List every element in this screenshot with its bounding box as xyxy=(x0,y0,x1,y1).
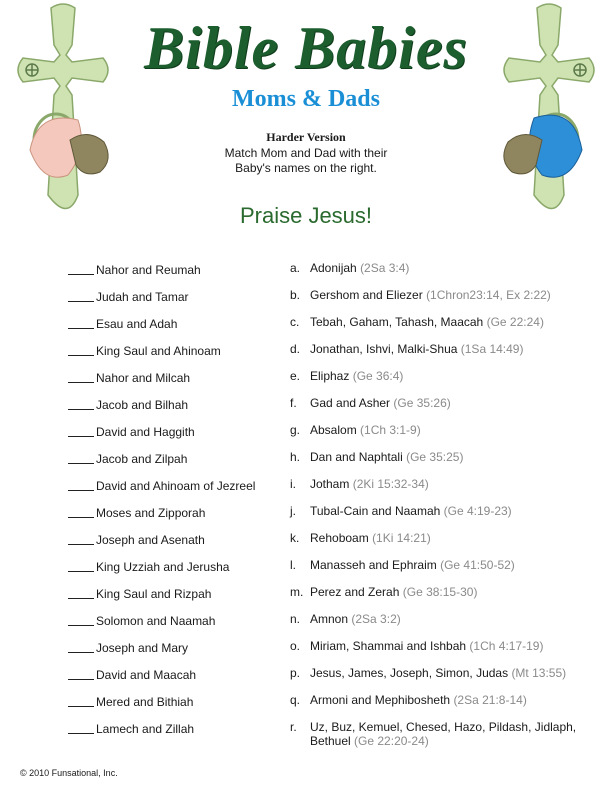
child-names: Uz, Buz, Kemuel, Chesed, Hazo, Pildash, Jidlaph, Bethuel xyxy=(310,720,577,748)
parent-item xyxy=(68,479,255,506)
answer-blank[interactable] xyxy=(68,506,94,518)
scripture-reference: (1Sa 14:49) xyxy=(460,342,524,356)
parent-label: David and Maacah xyxy=(96,668,197,682)
parent-item xyxy=(68,317,255,344)
item-letter: o. xyxy=(290,639,301,653)
child-names: Gad and Asher xyxy=(310,396,391,410)
child-text xyxy=(310,612,401,626)
child-item xyxy=(290,504,590,531)
child-names: Absalom xyxy=(310,423,357,437)
item-letter: i. xyxy=(290,477,296,491)
tagline: Praise Jesus! xyxy=(239,203,373,228)
copyright: © 2010 Funsational, Inc. xyxy=(20,768,118,778)
scripture-reference: (2Ki 15:32-34) xyxy=(352,477,429,491)
child-text xyxy=(310,666,566,680)
child-names: Gershom and Eliezer xyxy=(310,288,423,302)
item-letter: p. xyxy=(290,666,301,680)
scripture-reference: (Ge 22:20-24) xyxy=(354,734,429,748)
scripture-reference: (Ge 41:50-52) xyxy=(440,558,515,572)
parent-label: Joseph and Asenath xyxy=(96,533,205,547)
scripture-reference: (Ge 38:15-30) xyxy=(402,585,478,599)
parent-item xyxy=(68,263,255,290)
parent-label: Jacob and Bilhah xyxy=(96,398,189,412)
child-item xyxy=(290,531,590,558)
child-text xyxy=(310,477,429,491)
child-names: Amnon xyxy=(310,612,349,626)
item-letter: k. xyxy=(290,531,300,545)
child-item xyxy=(290,315,590,342)
child-item xyxy=(290,450,590,477)
child-item xyxy=(290,477,590,504)
child-text xyxy=(310,504,512,518)
parent-label: Jacob and Zilpah xyxy=(96,452,188,466)
parent-item xyxy=(68,506,255,533)
parent-label: David and Ahinoam of Jezreel xyxy=(96,479,256,493)
item-letter: a. xyxy=(290,261,301,275)
parent-label: King Saul and Rizpah xyxy=(96,587,212,601)
scripture-reference: (Ge 35:25) xyxy=(406,450,464,464)
child-item xyxy=(290,261,590,288)
child-names: Rehoboam xyxy=(310,531,369,545)
child-item xyxy=(290,342,590,369)
page-subtitle: Moms & Dads xyxy=(232,86,380,112)
parent-item xyxy=(68,722,255,749)
child-names: Adonijah xyxy=(310,261,357,275)
parent-label: Lamech and Zillah xyxy=(96,722,195,736)
item-letter: d. xyxy=(290,342,301,356)
item-letter: l. xyxy=(290,558,296,572)
child-text xyxy=(310,261,409,275)
parent-item xyxy=(68,344,255,371)
child-names: Miriam, Shammai and Ishbah xyxy=(310,639,467,653)
parent-label: Moses and Zipporah xyxy=(96,506,206,520)
child-text xyxy=(310,450,463,464)
child-text xyxy=(310,396,451,410)
page-title: Bible Babies xyxy=(144,15,468,81)
scripture-reference: (Ge 35:26) xyxy=(393,396,451,410)
item-letter: g. xyxy=(290,423,301,437)
child-item xyxy=(290,612,590,639)
item-letter: j. xyxy=(290,504,296,518)
version-label: Harder Version xyxy=(266,130,346,144)
child-item xyxy=(290,720,590,760)
child-item xyxy=(290,693,590,720)
parent-item xyxy=(68,641,255,668)
child-names: Eliphaz xyxy=(310,369,350,383)
answer-blank[interactable] xyxy=(68,290,94,302)
item-letter: f. xyxy=(290,396,297,410)
answer-blank[interactable] xyxy=(68,533,94,545)
parent-item xyxy=(68,452,255,479)
child-text xyxy=(310,585,477,599)
parent-item xyxy=(68,371,255,398)
child-names: Tubal-Cain and Naamah xyxy=(310,504,441,518)
child-item xyxy=(290,423,590,450)
parent-label: King Uzziah and Jerusha xyxy=(96,560,230,574)
answer-blank[interactable] xyxy=(68,641,94,653)
parent-item xyxy=(68,695,255,722)
item-letter: e. xyxy=(290,369,301,383)
scripture-reference: (Mt 13:55) xyxy=(511,666,567,680)
parent-label: Mered and Bithiah xyxy=(96,695,194,709)
item-letter: m. xyxy=(290,585,304,599)
answer-blank[interactable] xyxy=(68,452,94,464)
scripture-reference: (1Ki 14:21) xyxy=(372,531,431,545)
scripture-reference: (2Sa 3:4) xyxy=(360,261,410,275)
parent-item xyxy=(68,587,255,614)
child-text xyxy=(310,558,515,572)
answer-blank[interactable] xyxy=(68,587,94,599)
answer-blank[interactable] xyxy=(68,398,94,410)
children-list xyxy=(290,261,590,760)
parent-label: King Saul and Ahinoam xyxy=(96,344,221,358)
parent-item xyxy=(68,425,255,452)
child-item xyxy=(290,369,590,396)
scripture-reference: (Ge 4:19-23) xyxy=(443,504,512,518)
child-text xyxy=(310,315,544,329)
child-names: Tebah, Gaham, Tahash, Maacah xyxy=(310,315,484,329)
child-text xyxy=(310,288,551,302)
answer-blank[interactable] xyxy=(68,263,94,275)
answer-blank[interactable] xyxy=(68,695,94,707)
child-item xyxy=(290,396,590,423)
item-letter: b. xyxy=(290,288,301,302)
child-names: Armoni and Mephibosheth xyxy=(310,693,451,707)
scripture-reference: (2Sa 21:8-14) xyxy=(453,693,527,707)
parent-label: Joseph and Mary xyxy=(96,641,189,655)
answer-blank[interactable] xyxy=(68,614,94,626)
answer-blank[interactable] xyxy=(68,668,94,680)
parent-label: Judah and Tamar xyxy=(96,290,189,304)
child-text xyxy=(310,639,543,653)
item-letter: r. xyxy=(290,720,297,734)
child-item xyxy=(290,288,590,315)
instructions: Match Mom and Dad with their Baby's names on the right. xyxy=(224,146,388,175)
child-item xyxy=(290,585,590,612)
answer-blank[interactable] xyxy=(68,479,94,491)
answer-blank[interactable] xyxy=(68,722,94,734)
child-item xyxy=(290,666,590,693)
item-letter: c. xyxy=(290,315,300,329)
child-text xyxy=(310,693,527,707)
answer-blank[interactable] xyxy=(68,560,94,572)
parent-label: Nahor and Milcah xyxy=(96,371,191,385)
child-names: Manasseh and Ephraim xyxy=(310,558,437,572)
child-names: Jonathan, Ishvi, Malki-Shua xyxy=(310,342,458,356)
answer-blank[interactable] xyxy=(68,371,94,383)
item-letter: q. xyxy=(290,693,301,707)
item-letter: n. xyxy=(290,612,301,626)
child-names: Jotham xyxy=(310,477,350,491)
parent-label: Nahor and Reumah xyxy=(96,263,201,277)
item-letter: h. xyxy=(290,450,301,464)
child-item xyxy=(290,558,590,585)
child-text xyxy=(310,342,523,356)
parent-item xyxy=(68,398,255,425)
parent-label: Esau and Adah xyxy=(96,317,178,331)
child-names: Dan and Naphtali xyxy=(310,450,403,464)
parent-item xyxy=(68,668,255,695)
child-text xyxy=(310,423,421,437)
parent-item xyxy=(68,614,255,641)
parent-item xyxy=(68,560,255,587)
parent-label: Solomon and Naamah xyxy=(96,614,216,628)
child-item xyxy=(290,639,590,666)
answer-blank[interactable] xyxy=(68,425,94,437)
scripture-reference: (Ge 22:24) xyxy=(486,315,544,329)
scripture-reference: (2Sa 3:2) xyxy=(351,612,401,626)
child-names: Perez and Zerah xyxy=(310,585,400,599)
parent-item xyxy=(68,533,255,560)
child-text xyxy=(310,720,590,748)
child-text xyxy=(310,369,403,383)
answer-blank[interactable] xyxy=(68,317,94,329)
parent-item xyxy=(68,290,255,317)
parent-label: David and Haggith xyxy=(96,425,195,439)
answer-blank[interactable] xyxy=(68,344,94,356)
scripture-reference: (1Ch 4:17-19) xyxy=(469,639,544,653)
child-text xyxy=(310,531,431,545)
scripture-reference: (1Ch 3:1-9) xyxy=(360,423,421,437)
scripture-reference: (1Chron23:14, Ex 2:22) xyxy=(426,288,551,302)
parents-list xyxy=(68,263,255,749)
scripture-reference: (Ge 36:4) xyxy=(352,369,404,383)
child-names: Jesus, James, Joseph, Simon, Judas xyxy=(310,666,509,680)
